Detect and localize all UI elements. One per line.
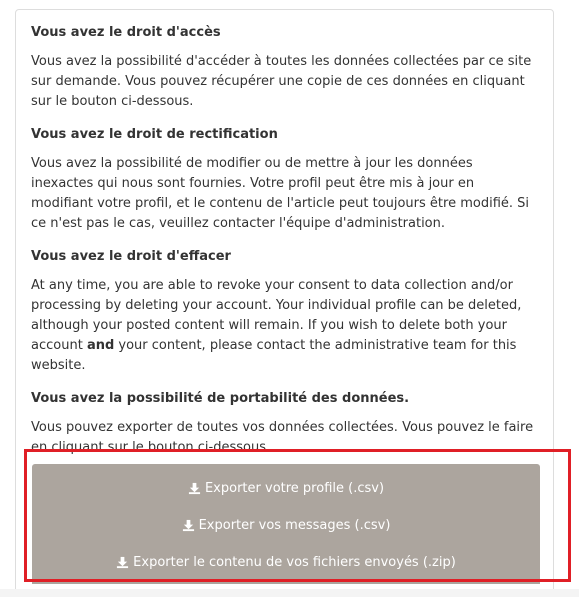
section-text: Vous avez la possibilité d'accéder à toutes les données collectées par ce site sur demande. Vous pouvez récupérer une copie de ces données en cliquant sur le bouton ci-dessous. — [31, 54, 532, 109]
export-files-button[interactable] — [32, 544, 540, 581]
section-heading: Vous avez la possibilité de portabilité des données. — [31, 391, 410, 406]
section-text: Vous pouvez exporter de toutes vos données collectées. Vous pouvez le faire en cliquant sur le bouton ci-dessous. — [31, 420, 534, 455]
section-heading: Vous avez le droit d'effacer — [31, 249, 231, 264]
privacy-content — [31, 10, 537, 458]
export-messages-button[interactable] — [32, 507, 540, 544]
section-text — [31, 276, 537, 376]
section-text-bold: and — [86, 338, 115, 353]
export-profile-label: Exporter votre profile (.csv) — [204, 481, 385, 496]
section-access — [31, 23, 537, 112]
section-heading: Vous avez le droit de rectification — [31, 127, 278, 142]
page-footer-strip — [0, 589, 579, 597]
section-heading: Vous avez le droit d'accès — [31, 25, 221, 40]
section-portability — [31, 389, 537, 458]
section-text-part: your content, please contact the administrative team for this website. — [31, 338, 517, 373]
export-files-label: Exporter le contenu de vos fichiers envoyés (.zip) — [133, 555, 456, 570]
privacy-card — [15, 9, 554, 597]
export-messages-label: Exporter vos messages (.csv) — [198, 518, 391, 533]
section-erase — [31, 247, 537, 376]
export-profile-button[interactable] — [32, 470, 540, 507]
download-icon — [182, 519, 195, 532]
download-icon — [116, 556, 129, 569]
section-text-part: At any time, you are able to revoke your consent to data collection and/or processing by deleting your account. Your individual profile can be deleted, although your posted content will remain. If you wish to delete both your account — [31, 278, 522, 353]
section-rectification — [31, 125, 537, 234]
export-actions — [32, 464, 540, 584]
section-text: Vous avez la possibilité de modifier ou de mettre à jour les données inexactes qui nous sont fournies. Votre profil peut être mis à jour en modifiant votre profil, et le contenu de l'article peut toujours être modifié. Si ce n'est pas le cas, veuillez contacter l'équipe d'administration. — [31, 156, 530, 231]
download-icon — [188, 482, 201, 495]
